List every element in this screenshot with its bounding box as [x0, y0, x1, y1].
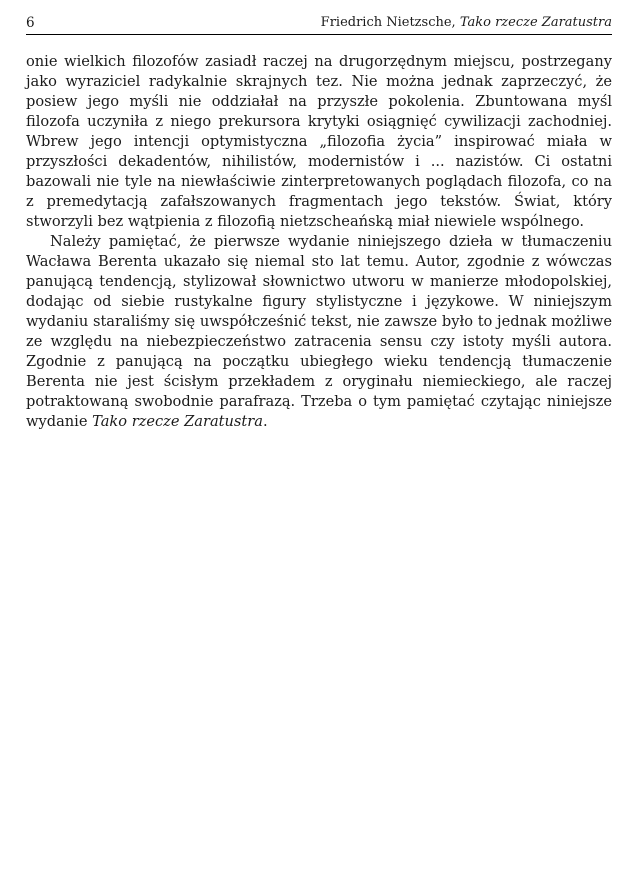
- book-page: [26, 0, 612, 893]
- paragraph-2-text: Należy pamiętać, że pierwsze wydanie niniejszego dzieła w tłumaczeniu Wacława Berenta ukazało się niemal sto lat temu. Autor, zgodnie z wówczas panującą tendencją, stylizował słownictwo utworu w manierze młodopolskiej, dodając od siebie rustykalne figury stylistyczne i językowe. W niniejszym wydaniu staraliśmy się uwspółcześnić tekst, nie zawsze było to jednak możliwe ze względu na niebezpieczeństwo zatracenia sensu czy istoty myśli autora. Zgodnie z panującą na początku ubiegłego wieku tendencją tłumaczenie Berenta nie jest ścisłym przekładem z oryginału niemieckiego, ale raczej potraktowaną swobodnie parafrazą. Trzeba o tym pamiętać czytając niniejsze wydanie: [26, 233, 612, 430]
- header-book-title: Tako rzecze Zaratustra: [459, 15, 612, 30]
- header-author: Friedrich Nietzsche,: [320, 15, 460, 30]
- running-head: [26, 12, 612, 35]
- paragraph-2-end: .: [262, 413, 268, 430]
- page-number: 6: [26, 15, 35, 31]
- paragraph-1: onie wielkich filozofów zasiadł raczej na drugorzędnym miejscu, postrzegany jako wyraziciel radykalnie skrajnych tez. Nie można jednak zaprzeczyć, że posiew jego myśli nie oddziałał na przyszłe pokolenia. Zbuntowana myśl filozofa uczyniła z niego prekursora krytyki osiągnięć cywilizacji zachodniej. Wbrew jego intencji optymistyczna „filozofia życia” inspirować miała w przyszłości dekadentów, nihilistów, modernistów i ... nazistów. Ci ostatni bazowali nie tyle na niewłaściwie zinterpretowanych poglądach filozofa, co na z premedytacją zafałszowanych fragmentach jego tekstów. Świat, który stworzyli bez wątpienia z filozofią nietzscheańską miał niewiele wspólnego.: [26, 53, 612, 230]
- paragraph-2-italic-title: Tako rzecze Zaratustra: [92, 413, 263, 430]
- header-title: [321, 15, 612, 30]
- paragraph-2: [26, 232, 612, 432]
- body-text: [26, 52, 612, 432]
